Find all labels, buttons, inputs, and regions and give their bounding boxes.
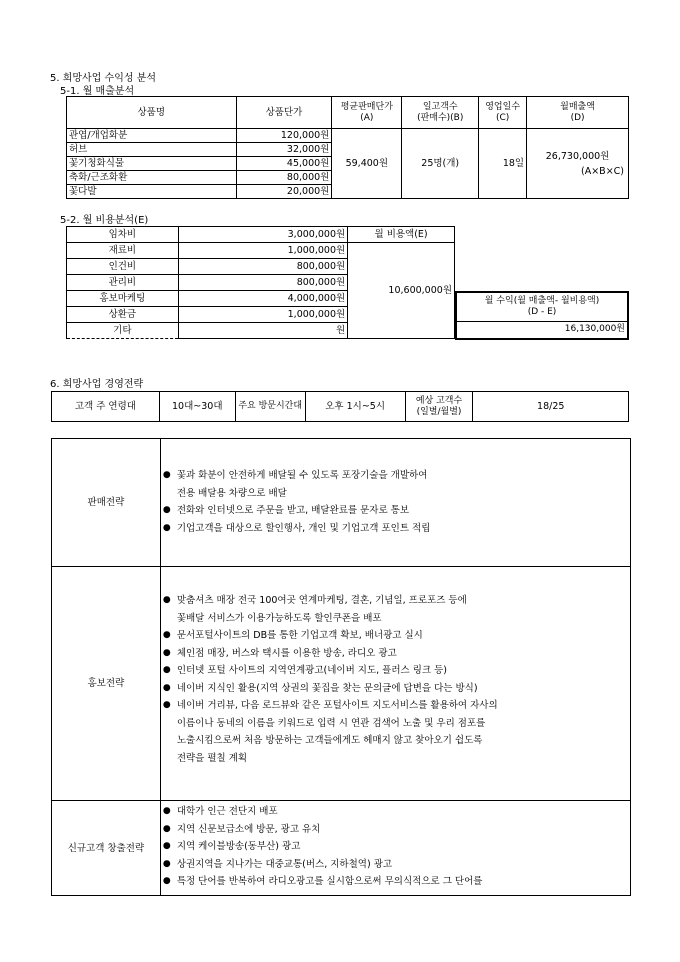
product-price: 120,000원 (236, 129, 332, 143)
cost-name: 관리비 (67, 275, 179, 291)
strategy-label: 판매전략 (52, 439, 161, 567)
sales-table (66, 96, 629, 199)
strategy-line: ● 지역 신문보급소에 방문, 광고 유치 (163, 821, 628, 839)
product-name: 허브 (67, 143, 237, 157)
strategy-line: 전용 배달용 차량으로 배달 (176, 487, 287, 499)
customer-info-table (51, 391, 629, 422)
expected-customers: 18/25 (473, 392, 629, 422)
col-price-header: 상품단가 (236, 97, 332, 129)
product-name: 축화/근조화환 (67, 171, 237, 185)
daily-customers: 25명(개) (402, 129, 479, 199)
product-name: 꽃다발 (67, 185, 237, 199)
cost-name: 인건비 (67, 259, 179, 275)
cost-amount: 1,000,000원 (178, 307, 347, 323)
cost-total: 10,600,000원 (348, 243, 455, 339)
strategy-table (51, 438, 631, 896)
strategy-line: ● 네이버 거리뷰, 다음 로드뷰와 같은 포털사이트 지도서비스를 활용하여 자사의 (163, 697, 628, 715)
cost-name: 재료비 (67, 243, 179, 259)
cost-amount: 4,000,000원 (178, 291, 347, 307)
cost-table (66, 226, 455, 339)
col-avg-header: 평균판매단가 (A) (332, 97, 402, 129)
col-product-header: 상품명 (67, 97, 237, 129)
strategy-line: ● 꽃과 화분이 안전하게 배달될 수 있도록 포장기술을 개발하여 (163, 467, 628, 485)
strategy-label: 홍보전략 (52, 567, 161, 801)
strategy-line: ● 대학가 인근 전단지 배포 (163, 803, 628, 821)
strategy-line: ● 상권지역을 지나가는 대중교통(버스, 지하철역) 광고 (163, 856, 628, 874)
section5-2-title: 5-2. 월 비용분석(E) (60, 215, 149, 226)
expected-customers-label: 예상 고객수 (일별/월별) (405, 392, 473, 422)
avg-price: 59,400원 (332, 129, 402, 199)
strategy-label: 신규고객 창출전략 (52, 801, 161, 896)
cost-total-label: 월 비용액(E) (348, 227, 455, 243)
col-revenue-header: 월매출액 (D) (527, 97, 629, 129)
product-price: 80,000원 (236, 171, 332, 185)
customer-age-label: 고객 주 연령대 (52, 392, 160, 422)
product-name: 관엽/개업화분 (67, 129, 237, 143)
cost-name: 홍보마케팅 (67, 291, 179, 307)
strategy-line: 이름이나 동네의 이름을 키워드로 입력 시 연관 검색어 노출 및 우리 점포를 (176, 717, 486, 729)
product-price: 32,000원 (236, 143, 332, 157)
cost-name: 상환금 (67, 307, 179, 323)
strategy-content (160, 567, 630, 801)
col-customers-header: 일고객수 (판매수)(B) (402, 97, 479, 129)
strategy-line: 전략을 펼칠 계획 (176, 752, 248, 764)
product-price: 20,000원 (236, 185, 332, 199)
strategy-line: ● 인터넷 포털 사이트의 지역연계광고(네이버 지도, 플러스 링크 등) (163, 662, 628, 680)
strategy-line: ● 지역 케이블방송(동부산) 광고 (163, 838, 628, 856)
profit-value: 16,130,000원 (456, 321, 628, 339)
strategy-line: ● 기업고객을 대상으로 할인행사, 개인 및 기업고객 포인트 적립 (163, 520, 628, 538)
strategy-content (160, 439, 630, 567)
strategy-line: ● 체인점 매장, 버스와 택시를 이용한 방송, 라디오 광고 (163, 645, 628, 663)
visit-time-label: 주요 방문시간대 (235, 392, 305, 422)
customer-age: 10대~30대 (159, 392, 235, 422)
cost-amount: 800,000원 (178, 275, 347, 291)
cost-name: 기타 (67, 323, 179, 339)
strategy-line: ● 전화와 인터넷으로 주문을 받고, 배달완료를 문자로 통보 (163, 502, 628, 520)
strategy-line: 꽃배달 서비스가 이용가능하도록 할인쿠폰을 배포 (176, 612, 382, 624)
strategy-content (160, 801, 630, 896)
profit-table (455, 291, 629, 340)
strategy-line: ● 특정 단어를 반복하여 라디오광고를 실시함으로써 무의식적으로 그 단어를 (163, 873, 628, 891)
strategy-line: 노출시킴으로써 처음 방문하는 고객들에게도 헤매지 않고 찾아오기 쉽도록 (176, 735, 483, 746)
revenue-formula: (A×B×C) (581, 165, 624, 177)
profit-label: 월 수익(월 매출액- 월비용액) (D - E) (456, 292, 628, 321)
cost-name: 임차비 (67, 227, 179, 243)
strategy-line: ● 문서포털사이트의 DB를 통한 기업고객 확보, 배너광고 실시 (163, 627, 628, 645)
product-name: 꽃기청화식물 (67, 157, 237, 171)
cost-amount: 1,000,000원 (178, 243, 347, 259)
strategy-line: ● 맞춤셔츠 매장 전국 100여곳 연계마케팅, 결혼, 기념일, 프로포즈 등에 (163, 592, 628, 610)
monthly-revenue: 26,730,000원 (A×B×C) (527, 129, 629, 199)
strategy-line: ● 네이버 지식인 활용(지역 상권의 꽃집을 찾는 문의글에 답변을 다는 방식) (163, 680, 628, 698)
col-days-header: 영업일수 (C) (479, 97, 527, 129)
visit-time: 오후 1시~5시 (305, 392, 405, 422)
cost-amount: 원 (178, 323, 347, 339)
section6-title: 6. 희망사업 경영전략 (50, 379, 144, 390)
business-days: 18일 (479, 129, 527, 199)
section5-title: 5. 희망사업 수익성 분석 (50, 73, 157, 84)
cost-amount: 3,000,000원 (178, 227, 347, 243)
section5-1-title: 5-1. 월 매출분석 (60, 86, 135, 97)
product-price: 45,000원 (236, 157, 332, 171)
cost-amount: 800,000원 (178, 259, 347, 275)
